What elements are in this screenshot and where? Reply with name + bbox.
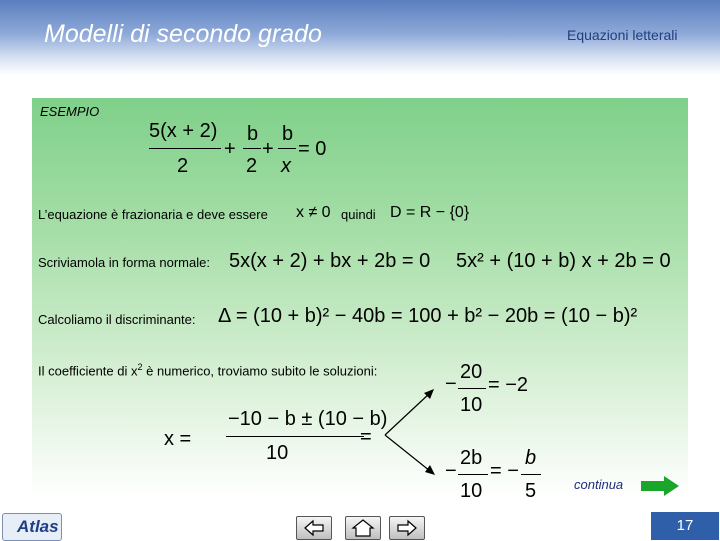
page-number: 17 [651, 512, 719, 540]
home-button[interactable] [345, 516, 381, 540]
eq1-frac-line-1 [149, 148, 221, 149]
fraz-text: L’equazione è frazionaria e deve essere [38, 207, 268, 222]
eq1-num-mid: b [247, 123, 259, 145]
next-button[interactable] [389, 516, 425, 540]
sol2-minus: − [445, 460, 457, 482]
prev-button[interactable] [296, 516, 332, 540]
sol-x: x = [164, 428, 192, 450]
forma-text: Scriviamola in forma normale: [38, 255, 210, 270]
sol-den: 10 [266, 442, 289, 464]
sol2-den: 10 [460, 480, 483, 502]
sol1-minus: − [445, 373, 457, 395]
sol2-rnum: b [525, 447, 537, 469]
section-subtitle: Equazioni letterali [567, 27, 678, 43]
sol2-rfrac-line [521, 474, 541, 475]
coeff-text-a: Il coefficiente di x [38, 363, 138, 379]
fraz-quindi: quindi [341, 207, 376, 222]
branch-arrows [380, 385, 440, 480]
atlas-logo [2, 513, 62, 541]
discr-eq: Δ = (10 + b)² − 40b = 100 + b² − 20b = (10 − b)² [218, 305, 638, 327]
sol1-res: = −2 [488, 374, 529, 396]
forma-eq-1: 5x(x + 2) + bx + 2b = 0 [229, 250, 431, 272]
eq1-num-right: b [282, 123, 294, 145]
coeff-sup: 2 [137, 362, 143, 372]
eq1-num-left: 5(x + 2) [149, 120, 218, 142]
eq1-frac-line-2 [243, 148, 261, 149]
arrow-left-icon [297, 517, 331, 539]
sol2-rden: 5 [525, 480, 537, 502]
sol2-eq: = − [490, 460, 519, 482]
fraz-domain: D = R − {0} [390, 204, 470, 221]
sol2-num: 2b [460, 447, 483, 469]
eq1-frac-line-3 [278, 148, 296, 149]
coeff-text-b: è numerico, troviamo subito le soluzioni: [142, 363, 378, 379]
coeff-text [38, 362, 377, 378]
sol-num: −10 − b ± (10 − b) [228, 408, 388, 430]
page-title: Modelli di secondo grado [44, 20, 322, 48]
eq1-plus-1: + [224, 138, 236, 160]
sol2-frac-line [458, 474, 488, 475]
eq1-den-left: 2 [177, 155, 189, 177]
sol1-frac-line [458, 388, 486, 389]
logo-text: Atlas [17, 517, 59, 536]
eq1-rhs: = 0 [298, 138, 327, 160]
home-icon [346, 517, 380, 539]
discr-text: Calcoliamo il discriminante: [38, 312, 196, 327]
sol-frac-line [226, 436, 364, 437]
sol1-den: 10 [460, 394, 483, 416]
continua-link[interactable]: continua [574, 477, 624, 492]
eq1-den-right: x [281, 155, 291, 177]
sol1-num: 20 [460, 361, 483, 383]
fraz-cond: x ≠ 0 [296, 204, 331, 221]
eq1-plus-2: + [262, 138, 274, 160]
continua-arrow-icon[interactable] [640, 475, 680, 497]
eq1-den-mid: 2 [246, 155, 258, 177]
sol-eq: = [360, 426, 372, 448]
forma-eq-2: 5x² + (10 + b) x + 2b = 0 [456, 250, 671, 272]
arrow-right-icon [390, 517, 424, 539]
esempio-label: ESEMPIO [40, 104, 100, 119]
